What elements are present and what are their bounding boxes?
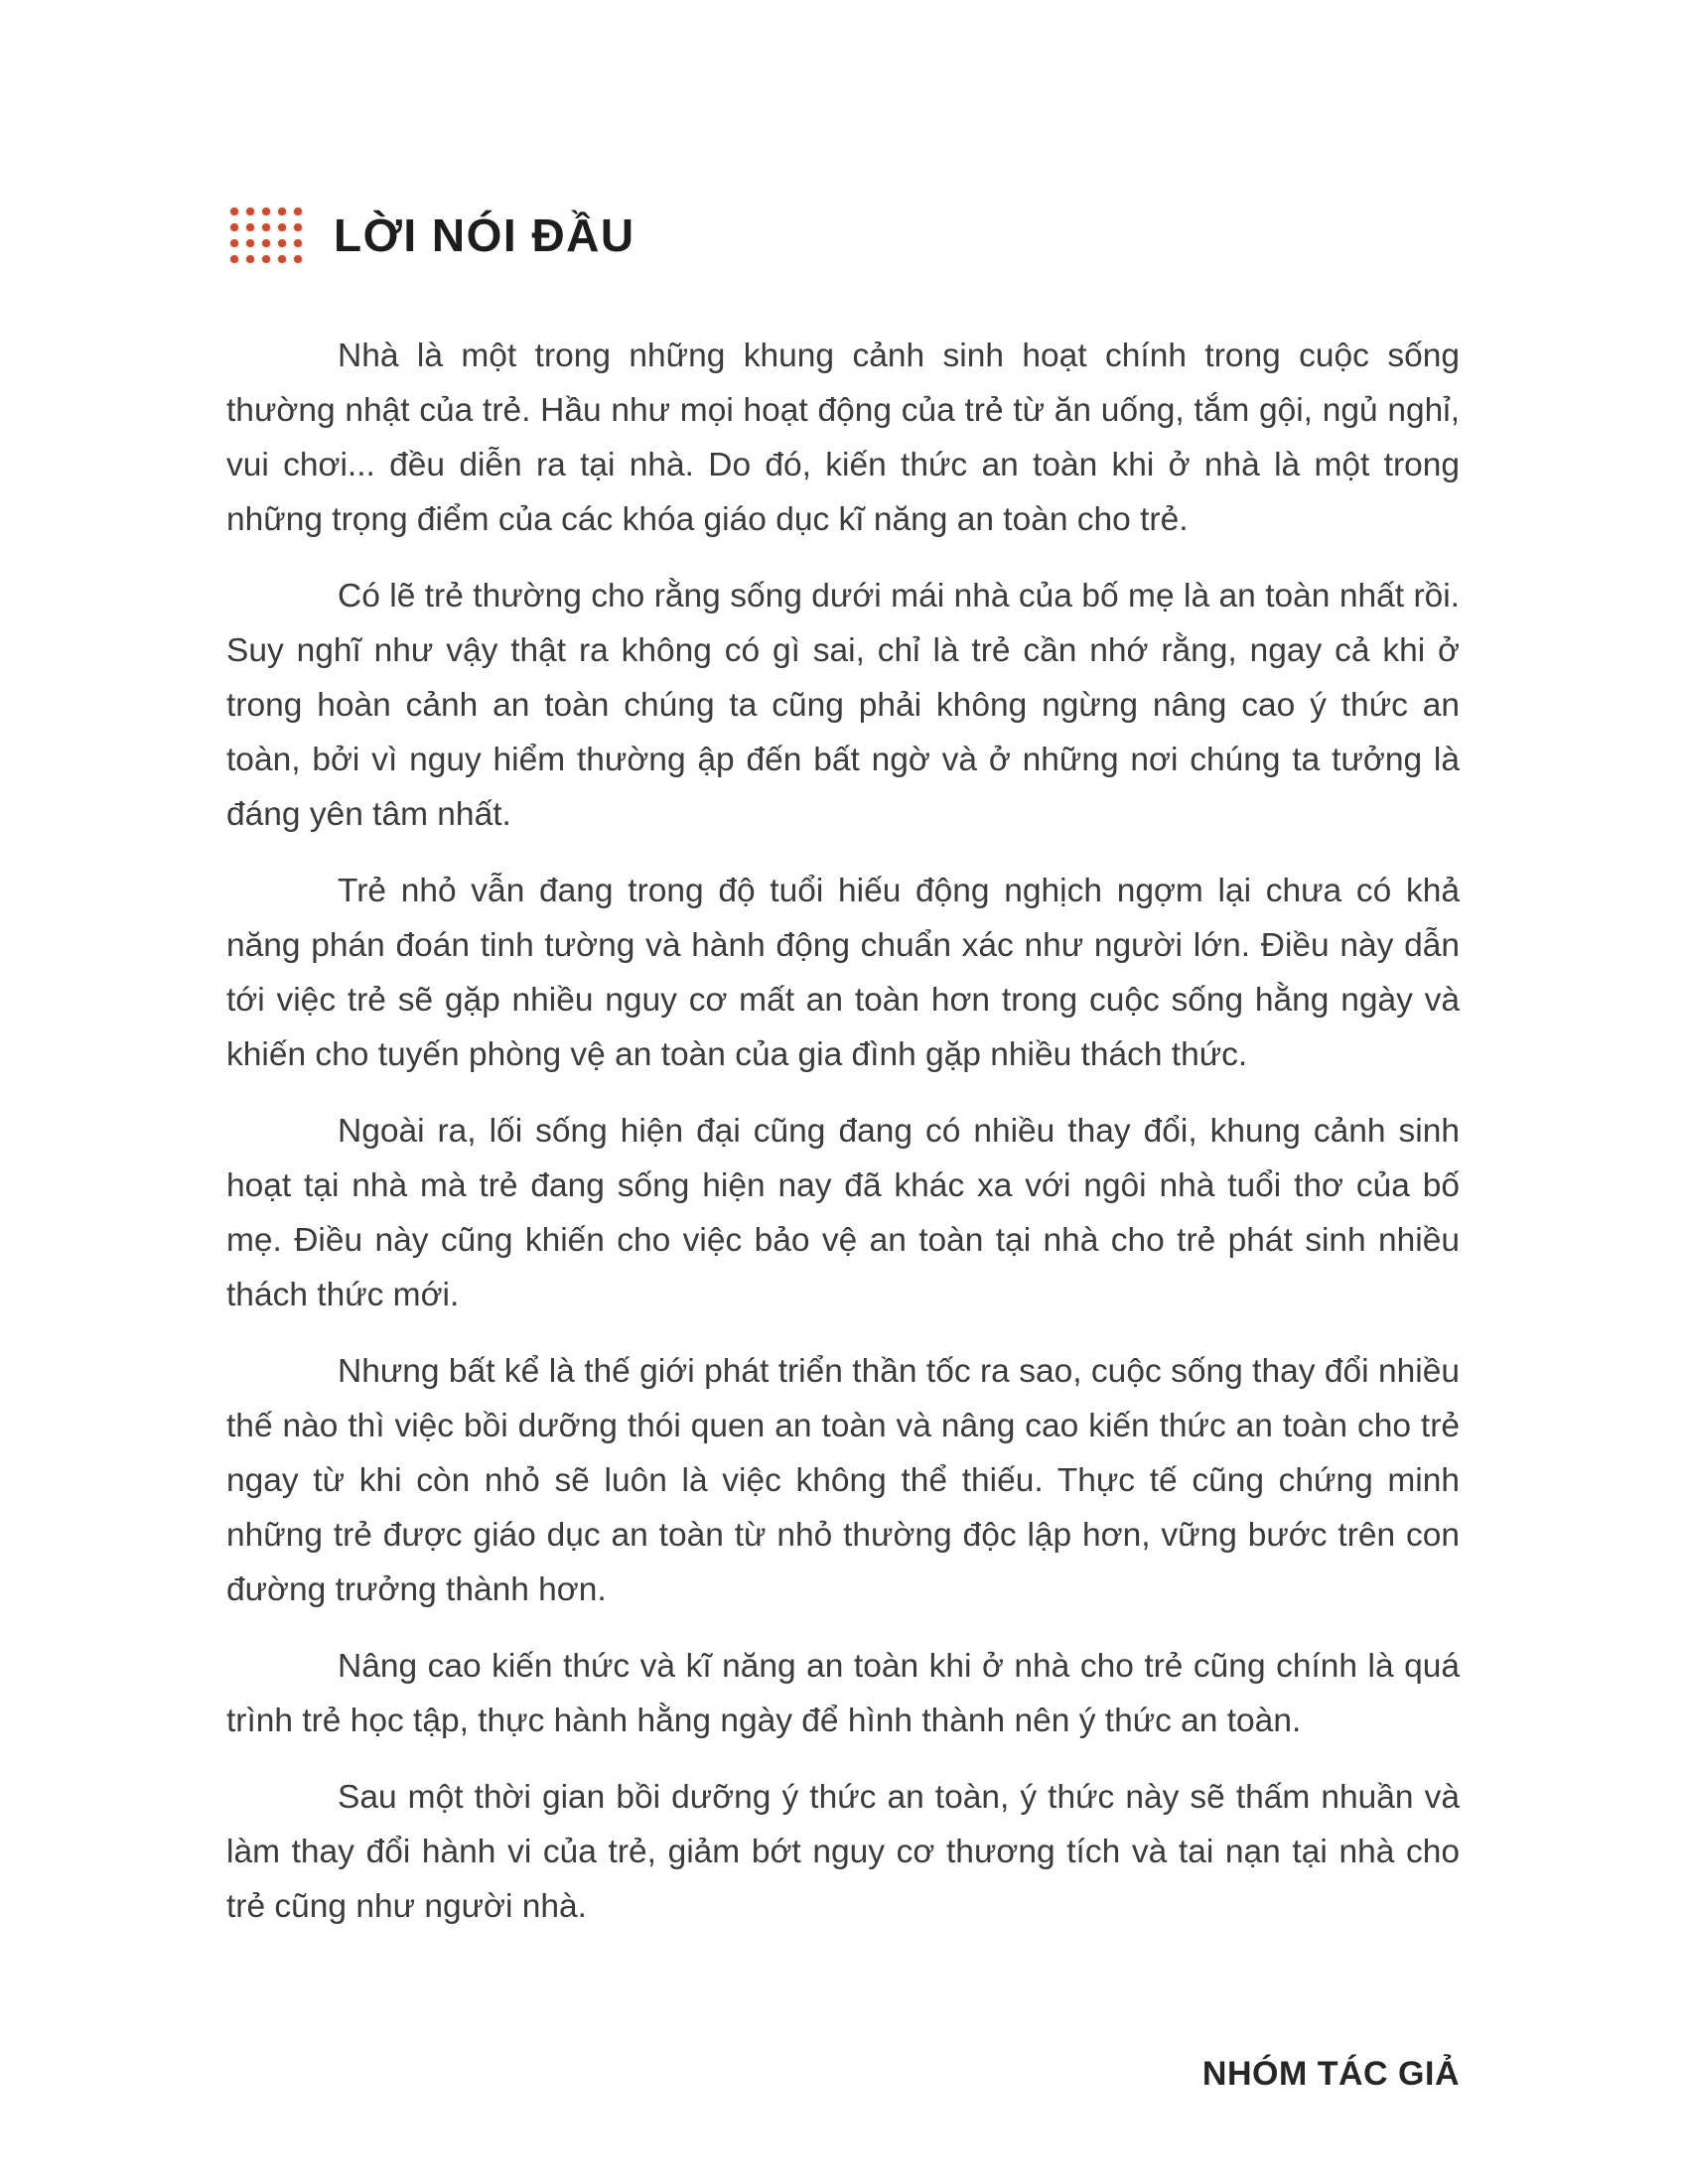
paragraph: Nhưng bất kể là thế giới phát triển thần tốc ra sao, cuộc sống thay đổi nhiều thế nào thì việc bồi dưỡng thói quen an toàn và nâng cao kiến thức an toàn cho trẻ ngay từ khi còn nhỏ sẽ luôn là việc không thể thiếu. Thực tế cũng chứng minh những trẻ được giáo dục an toàn từ nhỏ thường độc lập hơn, vững bước trên con đường trưởng thành hơn. [226, 1353, 1460, 1608]
red-dot-grid-icon [226, 204, 306, 267]
paragraph: Nâng cao kiến thức và kĩ năng an toàn khi ở nhà cho trẻ cũng chính là quá trình trẻ học tập, thực hành hằng ngày để hình thành nên ý thức an toàn. [226, 1648, 1460, 1739]
paragraph: Ngoài ra, lối sống hiện đại cũng đang có nhiều thay đổi, khung cảnh sinh hoạt tại nhà mà trẻ đang sống hiện nay đã khác xa với ngôi nhà tuổi thơ của bố mẹ. Điều này cũng khiến cho việc bảo vệ an toàn tại nhà cho trẻ phát sinh nhiều thách thức mới. [226, 1113, 1460, 1313]
author-signature: NHÓM TÁC GIẢ [1201, 2055, 1460, 2093]
page-title: LỜI NÓI ĐẦU [334, 209, 635, 261]
paragraph: Nhà là một trong những khung cảnh sinh hoạt chính trong cuộc sống thường nhật của trẻ. Hầu như mọi hoạt động của trẻ từ ăn uống, tắm gội, ngủ nghỉ, vui chơi... đều diễn ra tại nhà. Do đó, kiến thức an toàn khi ở nhà là một trong những trọng điểm của các khóa giáo dục kĩ năng an toàn cho trẻ. [226, 338, 1460, 538]
paragraph: Sau một thời gian bồi dưỡng ý thức an toàn, ý thức này sẽ thấm nhuần và làm thay đổi hành vi của trẻ, giảm bớt nguy cơ thương tích và tai nạn tại nhà cho trẻ cũng như người nhà. [226, 1779, 1460, 1925]
preface-header [226, 204, 1460, 267]
preface-body [226, 329, 1460, 1934]
paragraph: Có lẽ trẻ thường cho rằng sống dưới mái nhà của bố mẹ là an toàn nhất rồi. Suy nghĩ như vậy thật ra không có gì sai, chỉ là trẻ cần nhớ rằng, ngay cả khi ở trong hoàn cảnh an toàn chúng ta cũng phải không ngừng nâng cao ý thức an toàn, bởi vì nguy hiểm thường ập đến bất ngờ và ở những nơi chúng ta tưởng là đáng yên tâm nhất. [226, 578, 1460, 833]
paragraph: Trẻ nhỏ vẫn đang trong độ tuổi hiếu động nghịch ngợm lại chưa có khả năng phán đoán tinh tường và hành động chuẩn xác như người lớn. Điều này dẫn tới việc trẻ sẽ gặp nhiều nguy cơ mất an toàn hơn trong cuộc sống hằng ngày và khiến cho tuyến phòng vệ an toàn của gia đình gặp nhiều thách thức. [226, 873, 1460, 1073]
